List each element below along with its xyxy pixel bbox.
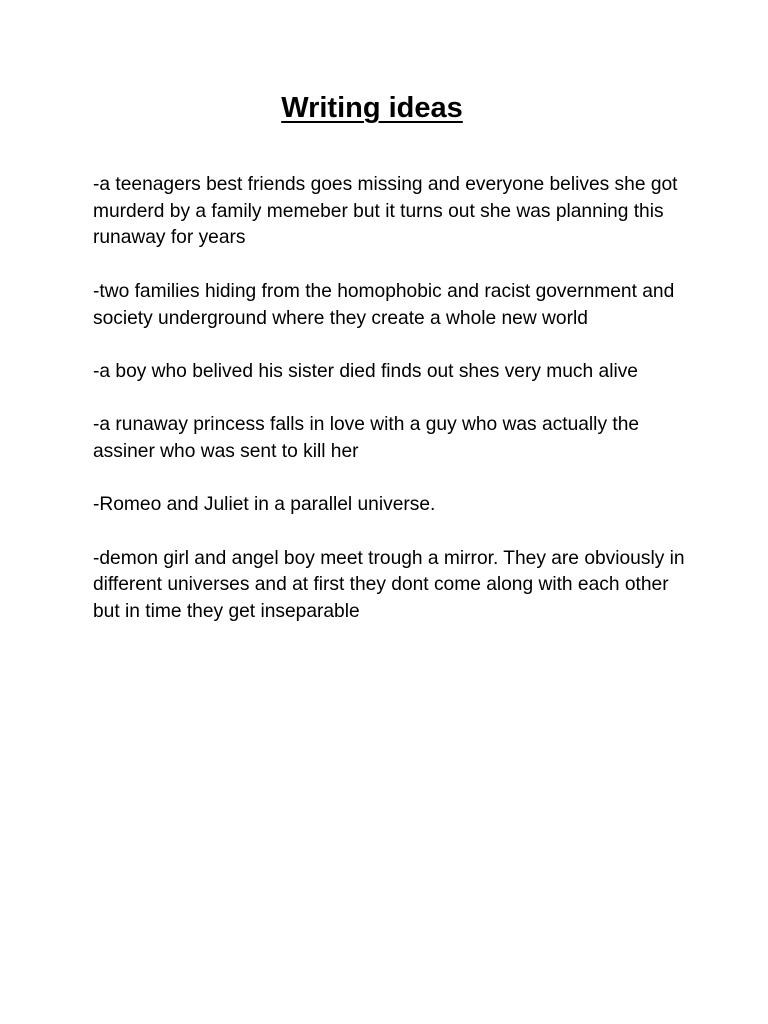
- idea-item-demon-angel: -demon girl and angel boy meet trough a mirror. They are obviously in different universes and at first they dont come along with each other but in time they get inseparable: [93, 547, 685, 623]
- idea-item-teen-runaway: -a teenagers best friends goes missing and everyone belives she got murderd by a family memeber but it turns out she was planning this runaway for years: [93, 174, 678, 249]
- idea-item-sister-alive: -a boy who belived his sister died finds out shes very much alive: [93, 360, 638, 382]
- idea-item-underground-families: -two families hiding from the homophobic and racist government and society underground where they create a whole new world: [93, 280, 675, 329]
- idea-item-runaway-princess: -a runaway princess falls in love with a guy who was actually the assiner who was sent to kill her: [93, 414, 640, 462]
- ideas-list: [93, 172, 693, 653]
- page-title: Writing ideas: [281, 92, 463, 124]
- idea-item-romeo-juliet: -Romeo and Juliet in a parallel universe.: [93, 494, 436, 516]
